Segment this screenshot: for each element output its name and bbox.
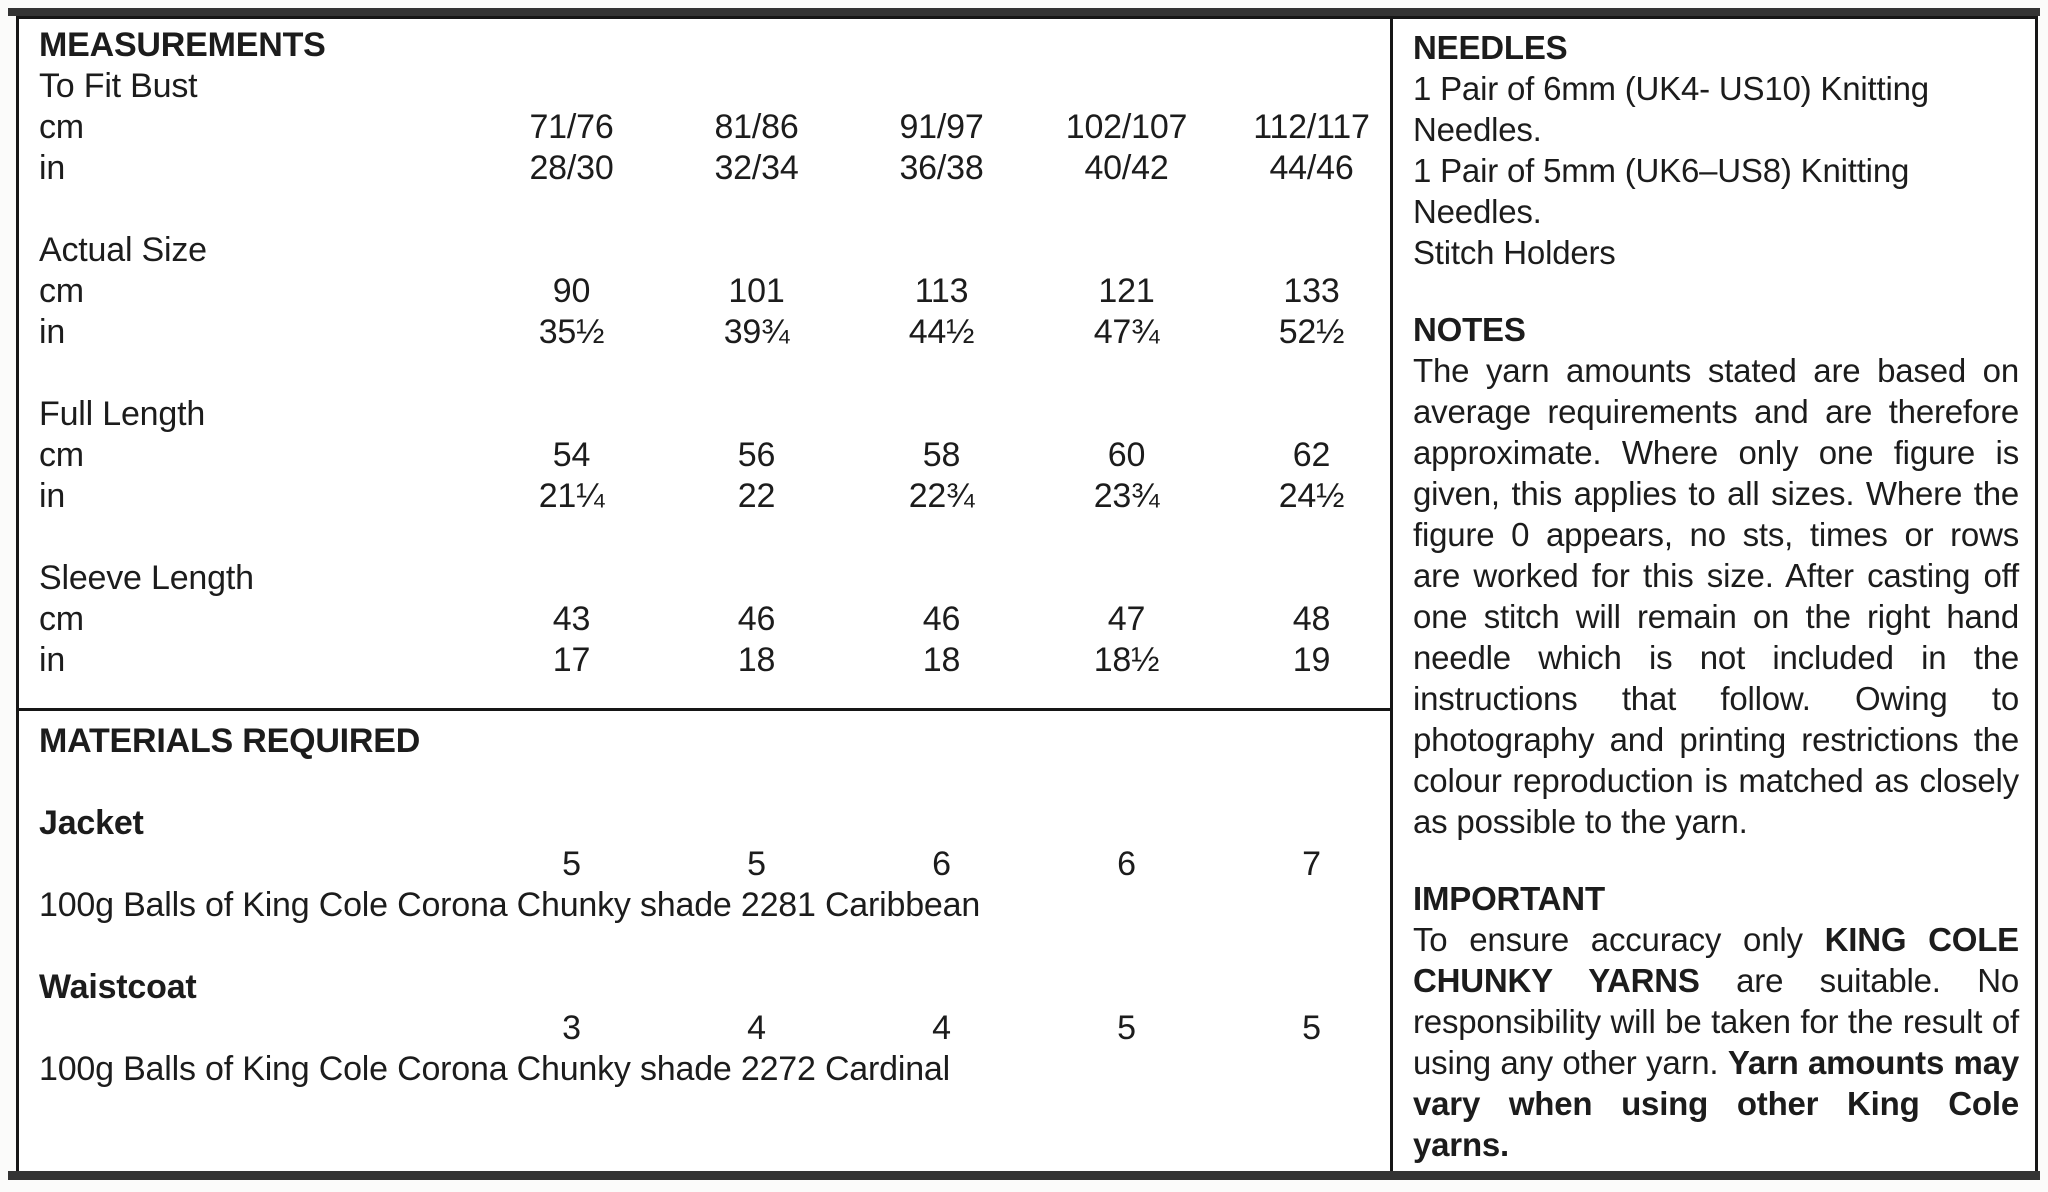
group-label-row <box>39 394 1390 435</box>
size-value: 60 <box>1107 436 1146 474</box>
material-quantities-row <box>39 844 1390 885</box>
empty-cell <box>39 1008 479 1049</box>
section-gap <box>1413 842 2019 878</box>
size-value: 22¾ <box>908 477 975 515</box>
material-name-row <box>39 967 1390 1008</box>
size-value: 35½ <box>538 313 605 351</box>
size-value: 58 <box>922 436 961 474</box>
measurement-row-cm <box>39 435 1390 476</box>
size-value: 71/76 <box>529 108 614 146</box>
group-label: To Fit Bust <box>39 67 198 105</box>
measurement-row-in <box>39 312 1390 353</box>
measurement-row-cm <box>39 599 1390 640</box>
material-quantity: 6 <box>932 845 951 883</box>
size-value: 62 <box>1292 436 1331 474</box>
measurements-section <box>19 19 1390 711</box>
size-value: 17 <box>552 641 591 679</box>
left-column <box>19 19 1393 1171</box>
row-gap <box>39 353 1390 394</box>
measurement-row-in <box>39 148 1390 189</box>
size-value: 46 <box>922 600 961 638</box>
size-value: 44/46 <box>1269 149 1354 187</box>
notes-text: The yarn amounts stated are based on average requirements and are therefore approximate. Where only one figure is given, this applies to all sizes. Where the figure 0 appears, no sts, times or rows are worked for this size. After casting off one stitch will remain on the right hand needle which is not included in the instructions that follow. Owing to photography and printing restrictions the colour reproduction is matched as closely as possible to the yarn. <box>1413 352 2019 840</box>
material-quantity: 3 <box>562 1009 581 1047</box>
unit-label: cm <box>39 272 84 310</box>
size-value: 43 <box>552 600 591 638</box>
size-value: 47 <box>1107 600 1146 638</box>
important-text: To ensure accuracy only KING COLE CHUNKY YARNS are suitable. No responsibility will be taken for the result of using any other yarn. Yarn amounts may vary when using other King Cole yarns. <box>1413 921 2019 1163</box>
material-description: 100g Balls of King Cole Corona Chunky shade 2272 Cardinal <box>39 1050 950 1088</box>
measurement-row-in <box>39 476 1390 517</box>
size-value: 19 <box>1292 641 1331 679</box>
important-title: IMPORTANT <box>1413 880 1605 917</box>
size-value: 54 <box>552 436 591 474</box>
materials-title-row <box>39 721 1390 762</box>
size-value: 22 <box>737 477 776 515</box>
material-name: Waistcoat <box>39 968 197 1006</box>
size-value: 44½ <box>908 313 975 351</box>
row-gap <box>39 762 1390 803</box>
size-value: 28/30 <box>529 149 614 187</box>
measurements-title: MEASUREMENTS <box>39 26 326 64</box>
material-quantity: 7 <box>1302 845 1321 883</box>
measurement-row-cm <box>39 271 1390 312</box>
size-value: 40/42 <box>1084 149 1169 187</box>
material-quantity: 4 <box>932 1009 951 1047</box>
size-value: 48 <box>1292 600 1331 638</box>
unit-label: cm <box>39 108 84 146</box>
size-value: 18 <box>737 641 776 679</box>
unit-label: in <box>39 313 66 351</box>
material-quantity: 5 <box>1302 1009 1321 1047</box>
group-label: Sleeve Length <box>39 559 254 597</box>
material-quantity: 5 <box>747 845 766 883</box>
size-value: 90 <box>552 272 591 310</box>
size-value: 101 <box>728 272 785 310</box>
size-value: 23¾ <box>1093 477 1160 515</box>
needle-item: 1 Pair of 6mm (UK4- US10) Knitting Needles. <box>1413 70 1929 148</box>
size-value: 46 <box>737 600 776 638</box>
material-quantity: 4 <box>747 1009 766 1047</box>
size-value: 21¼ <box>538 477 605 515</box>
size-value: 102/107 <box>1065 108 1188 146</box>
size-value: 121 <box>1098 272 1155 310</box>
section-gap <box>1413 273 2019 309</box>
size-value: 81/86 <box>714 108 799 146</box>
group-label: Full Length <box>39 395 206 433</box>
material-name: Jacket <box>39 804 144 842</box>
size-value: 32/34 <box>714 149 799 187</box>
size-value: 24½ <box>1278 477 1345 515</box>
needles-title: NEEDLES <box>1413 29 1568 66</box>
top-rule <box>8 8 2040 16</box>
materials-section <box>19 711 1390 1171</box>
size-value: 39¾ <box>723 313 790 351</box>
size-value: 18 <box>922 641 961 679</box>
measurement-row-cm <box>39 107 1390 148</box>
document-box <box>16 16 2038 1174</box>
material-quantity: 5 <box>562 845 581 883</box>
row-gap <box>39 189 1390 230</box>
group-label: Actual Size <box>39 231 207 269</box>
needle-item: Stitch Holders <box>1413 234 1616 271</box>
empty-cell <box>39 844 479 885</box>
material-quantities-row <box>39 1008 1390 1049</box>
group-label-row <box>39 66 1390 107</box>
measurements-title-row <box>39 25 1390 66</box>
material-quantity: 6 <box>1117 845 1136 883</box>
needle-item: 1 Pair of 5mm (UK6–US8) Knitting Needles. <box>1413 152 1910 230</box>
right-column <box>1393 19 2035 1171</box>
size-value: 133 <box>1283 272 1340 310</box>
material-name-row <box>39 803 1390 844</box>
size-value: 36/38 <box>899 149 984 187</box>
size-value: 47¾ <box>1093 313 1160 351</box>
group-label-row <box>39 558 1390 599</box>
unit-label: in <box>39 477 66 515</box>
unit-label: cm <box>39 600 84 638</box>
unit-label: in <box>39 149 66 187</box>
notes-title: NOTES <box>1413 311 1526 348</box>
material-quantity: 5 <box>1117 1009 1136 1047</box>
measurement-row-in <box>39 640 1390 681</box>
size-value: 112/117 <box>1253 108 1370 146</box>
size-value: 91/97 <box>899 108 984 146</box>
unit-label: in <box>39 641 66 679</box>
material-description: 100g Balls of King Cole Corona Chunky shade 2281 Caribbean <box>39 886 981 924</box>
materials-title: MATERIALS REQUIRED <box>39 722 421 760</box>
size-value: 113 <box>914 272 969 310</box>
size-value: 18½ <box>1093 641 1160 679</box>
unit-label: cm <box>39 436 84 474</box>
size-value: 56 <box>737 436 776 474</box>
row-gap <box>39 517 1390 558</box>
row-gap <box>39 926 1390 967</box>
group-label-row <box>39 230 1390 271</box>
size-value: 52½ <box>1278 313 1345 351</box>
bottom-rule <box>8 1171 2040 1180</box>
